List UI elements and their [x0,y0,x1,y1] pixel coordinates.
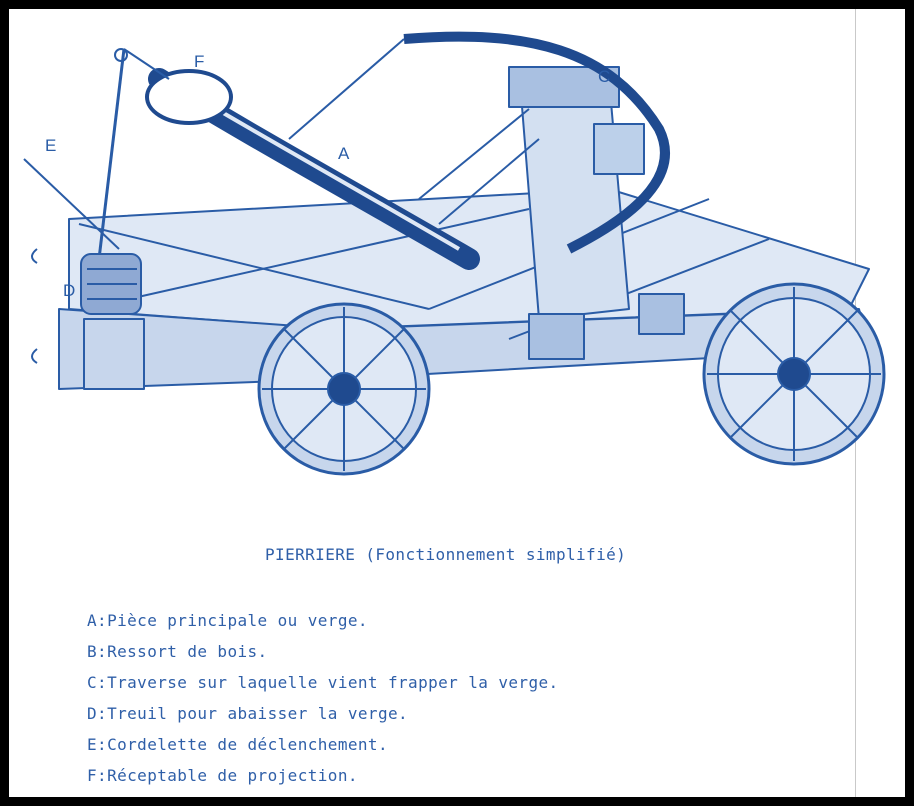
axle-block [529,314,584,359]
legend-item-c: C:Traverse sur laquelle vient frapper la verge. [87,673,559,692]
crossbar-block [594,124,644,174]
hook [32,349,37,363]
legend-list [87,605,559,791]
figure-caption: PIERRIERE (Fonctionnement simplifié) [265,545,627,564]
label-e: E [45,136,57,155]
spring-binding [289,39,404,139]
label-d: D [63,281,76,300]
legend-item-d: D:Treuil pour abaisser la verge. [87,704,409,723]
label-a: A [338,144,350,163]
wheel-rear [704,284,884,464]
label-f: F [194,52,205,71]
support-strut [419,109,529,199]
scanned-page [9,9,905,797]
projection-cup [147,71,231,123]
legend-item-f: F:Réceptable de projection. [87,766,358,785]
label-c: C [598,67,611,86]
hook [32,249,37,263]
legend-item-b: B:Ressort de bois. [87,642,268,661]
legend-item-e: E:Cordelette de déclenchement. [87,735,388,754]
pulley-cord [124,49,169,79]
pulley-hook [115,49,127,61]
wheel-front [259,304,429,474]
catapult-illustration [9,9,889,479]
winch-mount [84,319,144,389]
axle-block [639,294,684,334]
legend-item-a: A:Pièce principale ou verge. [87,611,368,630]
